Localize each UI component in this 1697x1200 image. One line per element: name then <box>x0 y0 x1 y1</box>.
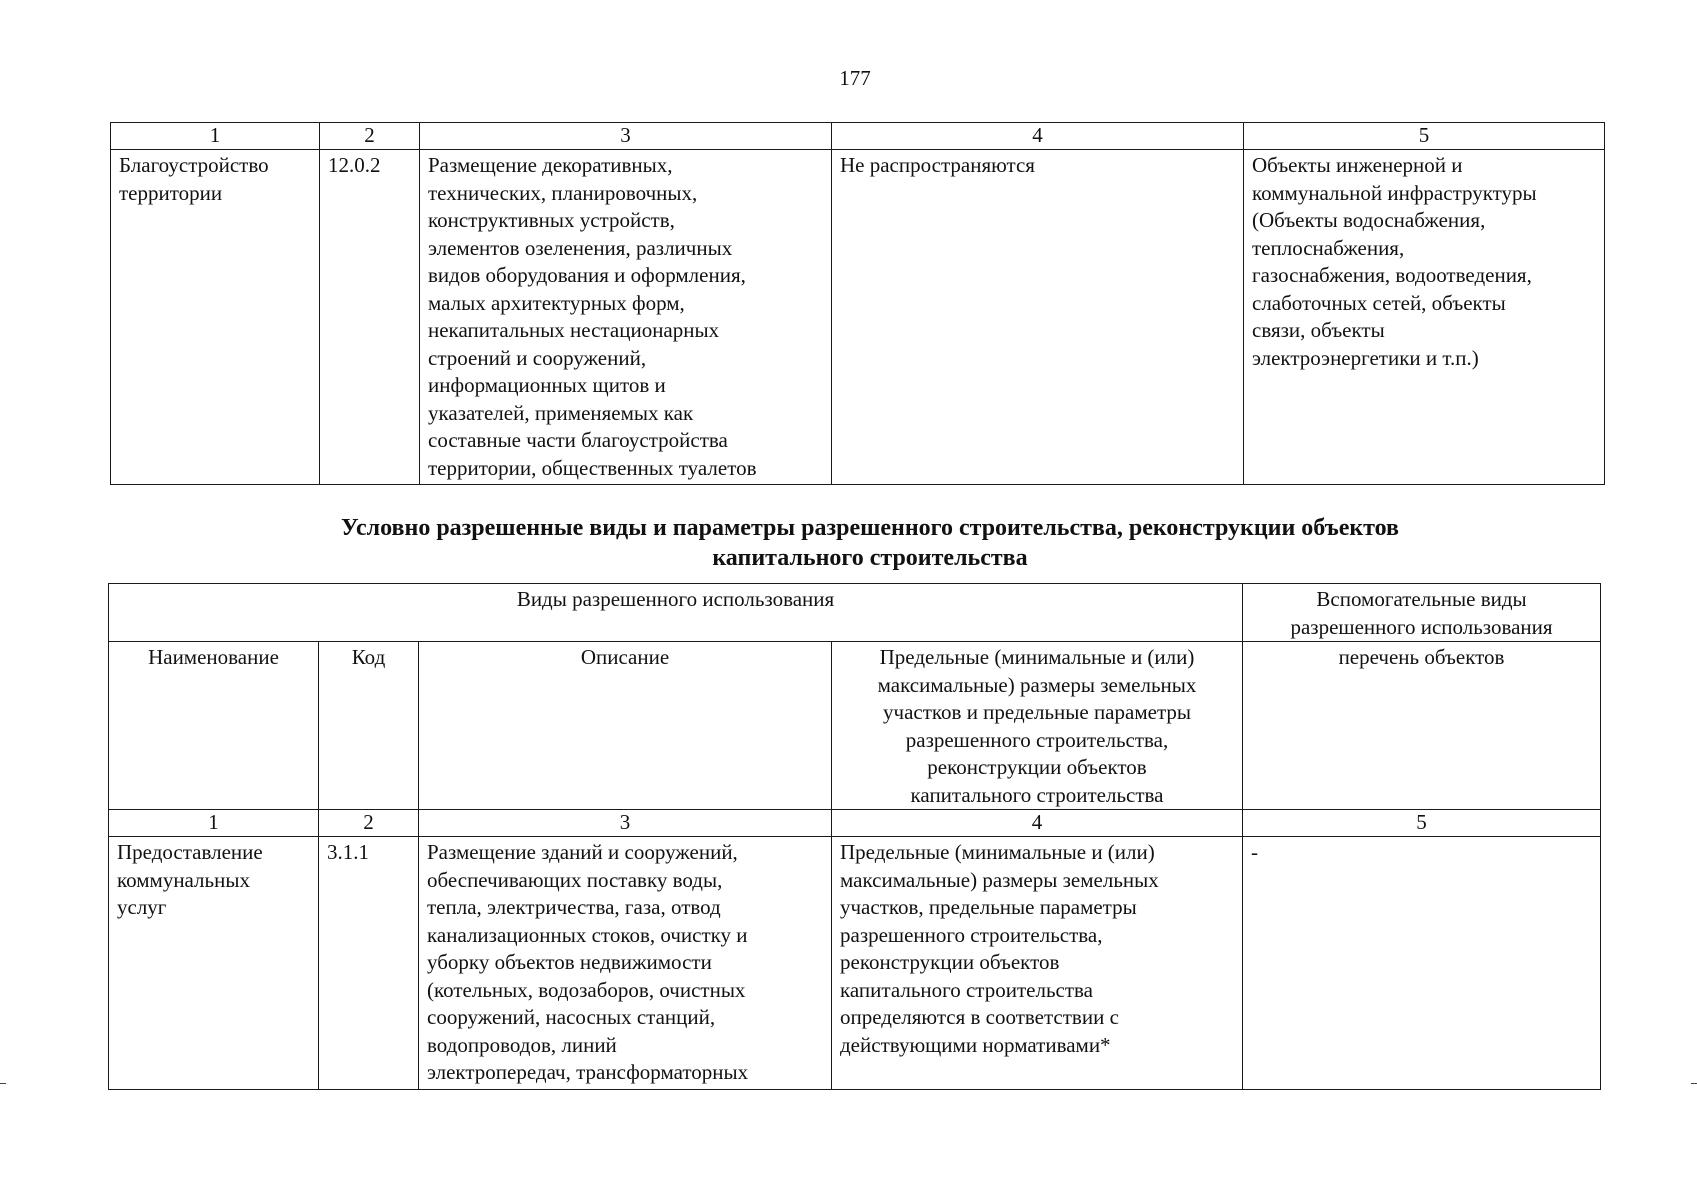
group-header: Виды разрешенного использования <box>109 584 1243 642</box>
description-line: канализационных стоков, очистку и <box>427 922 748 947</box>
auxiliary-line: слаботочных сетей, объекты <box>1252 290 1506 315</box>
auxiliary-line: Объекты инженерной и <box>1252 153 1463 177</box>
table-row <box>111 150 1605 485</box>
code-column-header: Код <box>319 642 419 810</box>
description-line: технических, планировочных, <box>428 180 698 205</box>
limits-cell: Не распространяются <box>832 150 1244 485</box>
use-name-line: Предоставление <box>117 840 263 864</box>
section-heading-line: капитального строительства <box>712 545 1028 571</box>
column-number-row <box>111 123 1605 150</box>
column-number-2: 2 <box>319 810 419 837</box>
column-number-5: 5 <box>1244 123 1605 150</box>
description-line: строений и сооружений, <box>428 345 647 370</box>
section-heading <box>0 513 1697 573</box>
description-line: видов оборудования и оформления, <box>428 263 746 287</box>
description-line: конструктивных устройств, <box>428 208 675 232</box>
auxiliary-line: связи, объекты <box>1252 318 1385 342</box>
use-name-line: услуг <box>117 895 167 919</box>
auxiliary-line: теплоснабжения, <box>1252 235 1405 260</box>
auxiliary-column-header: перечень объектов <box>1243 642 1601 810</box>
table-row <box>109 837 1601 1090</box>
limits-header-line: реконструкции объектов <box>927 755 1147 779</box>
description-line: некапитальных нестационарных <box>428 318 720 342</box>
limits-line: Предельные (минимальные и (или) <box>840 840 1155 864</box>
limits-column-header <box>832 642 1243 810</box>
auxiliary-line: электроэнергетики и т.п.) <box>1252 345 1479 370</box>
page-number: 177 <box>839 66 871 90</box>
scan-margin-mark <box>0 1083 6 1084</box>
description-line: уборку объектов недвижимости <box>427 950 712 974</box>
description-line: Размещение декоративных, <box>428 153 673 177</box>
limits-header-line: максимальные) размеры земельных <box>877 672 1197 697</box>
limits-header-line: участков и предельные параметры <box>883 700 1191 724</box>
description-line: малых архитектурных форм, <box>428 290 685 315</box>
use-name-line: коммунальных <box>117 867 250 892</box>
use-name-line: Благоустройство <box>119 153 269 177</box>
use-name-line: территории <box>119 180 223 205</box>
column-number-1: 1 <box>111 123 320 150</box>
column-number-row <box>109 810 1601 837</box>
description-column-header: Описание <box>419 642 832 810</box>
column-number-5: 5 <box>1243 810 1601 837</box>
name-column-header: Наименование <box>109 642 319 810</box>
description-line: электропередач, трансформаторных <box>427 1060 749 1084</box>
use-name-cell <box>111 150 320 485</box>
column-number-3: 3 <box>419 810 832 837</box>
description-line: указателей, применяемых как <box>428 400 694 425</box>
description-line: элементов озеленения, различных <box>428 235 733 260</box>
description-line: информационных щитов и <box>428 373 666 397</box>
limits-line: реконструкции объектов <box>840 950 1060 974</box>
column-header-row <box>109 642 1601 810</box>
description-line: составные части благоустройства <box>428 428 728 452</box>
limits-line: действующими нормативами* <box>840 1032 1111 1057</box>
column-number-2: 2 <box>320 123 420 150</box>
description-line: тепла, электричества, газа, отвод <box>427 895 721 919</box>
auxiliary-cell: - <box>1243 837 1601 1090</box>
group-header-row <box>109 584 1601 642</box>
auxiliary-cell <box>1244 150 1605 485</box>
use-code-cell: 3.1.1 <box>319 837 419 1090</box>
description-line: Размещение зданий и сооружений, <box>427 840 738 864</box>
description-line: обеспечивающих поставку воды, <box>427 867 723 892</box>
column-number-3: 3 <box>420 123 832 150</box>
limits-line: разрешенного строительства, <box>840 922 1103 947</box>
limits-line: максимальные) размеры земельных <box>840 867 1159 892</box>
section-heading-line: Условно разрешенные виды и параметры разрешенного строительства, реконструкции объектов <box>340 515 1400 541</box>
limits-line: участков, предельные параметры <box>840 895 1137 919</box>
limits-line: капитального строительства <box>840 977 1093 1002</box>
description-line: сооружений, насосных станций, <box>427 1005 716 1029</box>
auxiliary-line: газоснабжения, водоотведения, <box>1252 263 1532 287</box>
continuation-table <box>110 122 1605 485</box>
limits-cell <box>832 837 1243 1090</box>
use-code-cell: 12.0.2 <box>320 150 420 485</box>
auxiliary-group-header <box>1243 584 1601 642</box>
limits-header-line: капитального строительства <box>910 782 1164 807</box>
scan-margin-mark <box>1691 1083 1697 1084</box>
column-number-4: 4 <box>832 123 1244 150</box>
auxiliary-header-line: Вспомогательные виды <box>1316 587 1527 611</box>
auxiliary-line: (Объекты водоснабжения, <box>1252 208 1486 232</box>
auxiliary-header-line: разрешенного использования <box>1290 614 1553 639</box>
description-line: территории, общественных туалетов <box>428 455 757 480</box>
conditional-uses-table <box>108 583 1601 1090</box>
description-line: водопроводов, линий <box>427 1032 617 1057</box>
description-line: (котельных, водозаборов, очистных <box>427 977 746 1002</box>
use-name-cell <box>109 837 319 1090</box>
limits-header-line: Предельные (минимальные и (или) <box>879 645 1195 669</box>
use-description-cell <box>419 837 832 1090</box>
limits-header-line: разрешенного строительства, <box>905 727 1169 752</box>
auxiliary-line: коммунальной инфраструктуры <box>1252 180 1537 205</box>
limits-line: определяются в соответствии с <box>840 1005 1119 1029</box>
use-description-cell <box>420 150 832 485</box>
column-number-4: 4 <box>832 810 1243 837</box>
column-number-1: 1 <box>109 810 319 837</box>
